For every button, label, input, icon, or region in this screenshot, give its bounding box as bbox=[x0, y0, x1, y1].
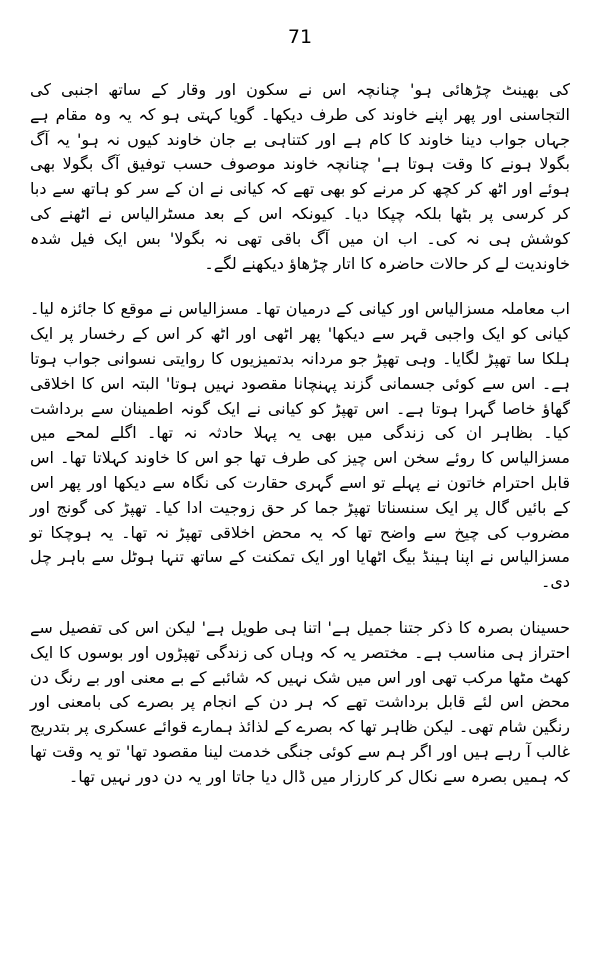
paragraph-2: اب معاملہ مسزالیاس اور کیانی کے درمیان تھا۔ مسزالیاس نے موقع کا جائزہ لیا۔ کیانی کو ایک واجبی قہر سے دیکھا' پھر اٹھی اور اٹھ کر اس کے رخسار پر ایک ہلکا سا تھپڑ لگایا۔ وہی تھپڑ جو مردانہ بدتمیزیوں کا روایتی نسوانی جواب ہوتا ہے۔ اس سے کوئی جسمانی گزند پہنچانا مقصود نہیں ہوتا' البتہ اس کا اخلاقی گھاؤ خاصا گہرا ہوتا ہے۔ اس تھپڑ کو کیانی نے ایک گونہ اطمینان سے برداشت کیا۔ بظاہر ان کی زندگی میں بھی یہ پہلا حادثہ نہ تھا۔ اگلے لمحے میں مسزالیاس کا روئے سخن اس چیز کی طرف تھا جو اس کا خاوند کہلاتا تھا۔ اس قابل احترام خاتون نے پہلے تو اسے گہری حقارت کی نگاہ سے دیکھا اور پھر اس کے بائیں گال پر ایک سنسناتا تھپڑ جما کر حق زوجیت ادا کیا۔ تھپڑ کی گونج اور مضروب کی چیخ سے واضح تھا کہ یہ محض اخلاقی تھپڑ نہ تھا۔ یہ ہوچکا تو مسزالیاس نے اپنا ہینڈ بیگ اٹھایا اور ایک تمکنت کے ساتھ تنہا ہوٹل سے باہر چل دی۔ bbox=[30, 299, 570, 592]
page-body bbox=[30, 78, 570, 790]
paragraph-gap bbox=[30, 595, 570, 616]
paragraph-3: حسینان بصرہ کا ذکر جتنا جمیل ہے' اتنا ہی طویل ہے' لیکن اس کی تفصیل سے احتراز ہی مناسب ہے۔ مختصر یہ کہ وہاں کی زندگی تھپڑوں اور بوسوں کا ایک کھٹ مٹھا مرکب تھی اور اس میں شک نہیں کہ شائبے کے بے معنی اور بے رنگ دن محض اس لئے قابل برداشت تھے کہ ہر دن کے انجام پر بصرے کی بامعنی اور رنگین شام تھی۔ لیکن ظاہر تھا کہ بصرے کے لذائذ ہمارے قوائے عسکری پر بتدریج غالب آ رہے ہیں اور اگر ہم سے کوئی جنگی خدمت لینا مقصود تھا' تو یہ وقت تھا کہ ہمیں بصرہ سے نکال کر کارزار میں ڈال دیا جاتا اور یہ دن دور نہیں تھا۔ bbox=[30, 617, 570, 786]
paragraph-1: کی بھینٹ چڑھائی ہو' چنانچہ اس نے سکون اور وقار کے ساتھ اجنبی کی التجاسنی اور پھر اپنے خاوند کی طرف دیکھا۔ گویا کہتی ہو کہ یہ وہ مقام ہے جہاں جواب دینا خاوند کا کام ہے اور کتناہی بے جان خاوند کیوں نہ ہو' یہ آگ بگولا ہونے کا وقت ہوتا ہے' چنانچہ خاوند موصوف حسب توفیق آگ بگولا بھی ہوئے اور اٹھ کر کچھ کر مرنے کو بھی تھے کہ کیانی نے ان کے سر کو ہاتھ سے دبا کر کرسی پر بٹھا بلکہ چپکا دیا۔ کیونکہ اس کے بعد مسٹرالیاس نے اٹھنے کی کوشش ہی نہ کی۔ اب ان میں آگ باقی تھی نہ بگولا' بس ایک فیل شدہ خاوندیت لے کر حالات حاضرہ کا اتار چڑھاؤ دیکھنے لگے۔ bbox=[30, 80, 570, 273]
page-number: 71 bbox=[287, 26, 313, 48]
paragraph-gap bbox=[30, 276, 570, 297]
